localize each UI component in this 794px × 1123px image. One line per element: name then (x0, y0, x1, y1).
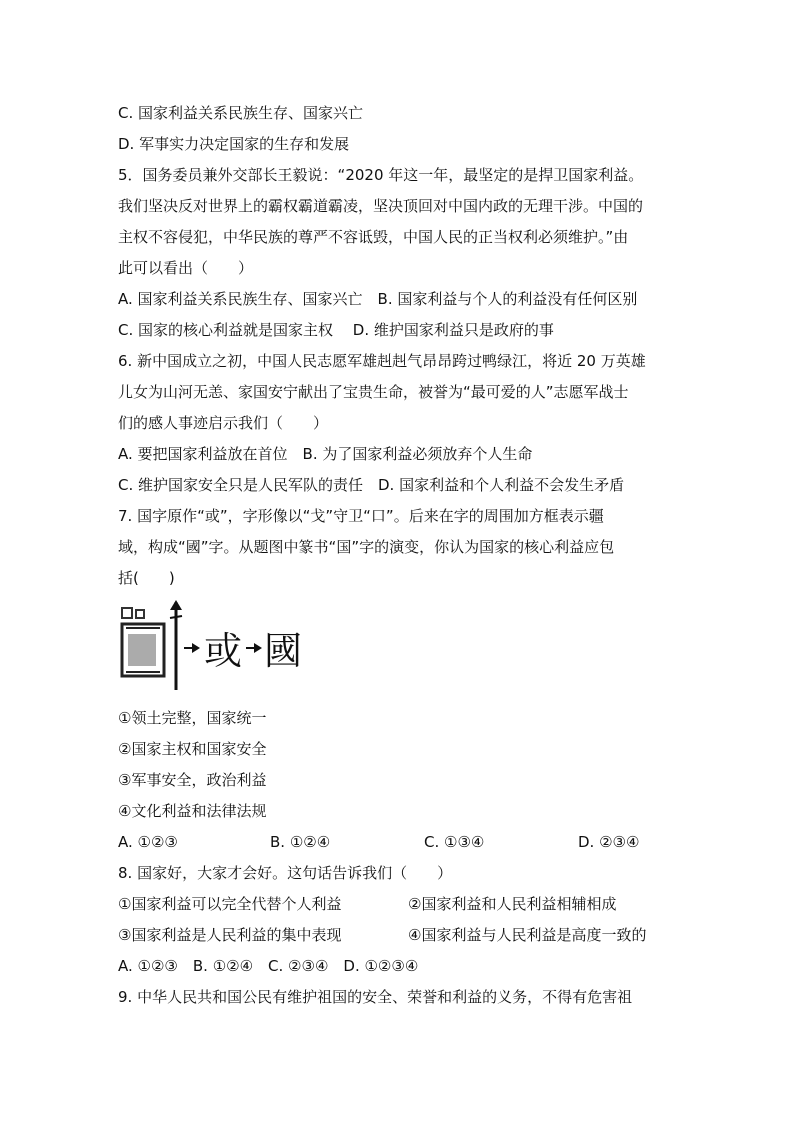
ancient-pictograph-icon (122, 608, 164, 676)
q5-stem-line-1: 5．国务委员兼外交部长王毅说：“2020 年这一年，最坚定的是捍卫国家利益。 (118, 166, 644, 184)
glyph-huo: 或 (204, 629, 243, 673)
q5-options-cd: C. 国家的核心利益就是国家主权 D. 维护国家利益只是政府的事 (118, 321, 554, 339)
q7-options (118, 832, 678, 852)
q8-item-3: ③国家利益是人民利益的集中表现 (118, 926, 342, 944)
arrow-right-icon (184, 643, 200, 653)
spear-icon (170, 600, 182, 690)
q6-stem-line-3: 们的感人事迹启示我们（ ） (118, 414, 329, 432)
q8-item-4: ④国家利益与人民利益是高度一致的 (408, 926, 647, 944)
q8-items-row-1 (118, 894, 678, 914)
q7-item-1: ①领土完整，国家统一 (118, 709, 267, 727)
q7-item-3: ③军事安全，政治利益 (118, 771, 267, 789)
q5-options-ab: A. 国家利益关系民族生存、国家兴亡 B. 国家利益与个人的利益没有任何区别 (118, 290, 638, 308)
q5-stem-line-4: 此可以看出（ ） (118, 259, 254, 277)
q7-option-c: C. ①③④ (424, 833, 485, 851)
character-evolution-figure (118, 598, 308, 694)
q8-item-1: ①国家利益可以完全代替个人利益 (118, 895, 342, 913)
character-evolution-svg (118, 598, 308, 694)
q7-stem-line-1: 7. 国字原作“或”，字形像以“戈”守卫“口”。后来在字的周围加方框表示疆 (118, 507, 604, 525)
q8-options: A. ①②③ B. ①②④ C. ②③④ D. ①②③④ (118, 957, 419, 975)
arrow-right-icon (246, 643, 262, 653)
q5-stem-line-3: 主权不容侵犯，中华民族的尊严不容诋毁，中国人民的正当权利必须维护。”由 (118, 228, 629, 246)
q7-item-2: ②国家主权和国家安全 (118, 740, 267, 758)
glyph-guo: 國 (264, 629, 303, 673)
q7-option-a: A. ①②③ (118, 833, 178, 851)
q6-options-cd: C. 维护国家安全只是人民军队的责任 D. 国家利益和个人利益不会发生矛盾 (118, 476, 625, 494)
q7-option-b: B. ①②④ (270, 833, 331, 851)
q9-stem-line-1: 9. 中华人民共和国公民有维护祖国的安全、荣誉和利益的义务，不得有危害祖 (118, 988, 633, 1006)
q8-stem: 8. 国家好，大家才会好。这句话告诉我们（ ） (118, 864, 453, 882)
q7-stem-line-3: 括( ) (118, 569, 175, 587)
q6-stem-line-2: 儿女为山河无恙、家国安宁献出了宝贵生命，被誉为“最可爱的人”志愿军战士 (118, 383, 629, 401)
q7-stem-line-2: 域，构成“國”字。从题图中篆书“国”字的演变，你认为国家的核心利益应包 (118, 538, 615, 556)
q6-options-ab: A. 要把国家利益放在首位 B. 为了国家利益必须放弃个人生命 (118, 445, 533, 463)
q4-option-d: D. 军事实力决定国家的生存和发展 (118, 135, 350, 153)
q8-items-row-2 (118, 925, 678, 945)
q7-item-4: ④文化利益和法律法规 (118, 802, 267, 820)
q5-stem-line-2: 我们坚决反对世界上的霸权霸道霸凌，坚决顶回对中国内政的无理干涉。中国的 (118, 197, 644, 215)
q6-stem-line-1: 6. 新中国成立之初，中国人民志愿军雄赳赳气昂昂跨过鸭绿江，将近 20 万英雄 (118, 352, 646, 370)
q8-item-2: ②国家利益和人民利益相辅相成 (408, 895, 617, 913)
q7-option-d: D. ②③④ (578, 833, 640, 851)
q4-option-c: C. 国家利益关系民族生存、国家兴亡 (118, 104, 364, 122)
